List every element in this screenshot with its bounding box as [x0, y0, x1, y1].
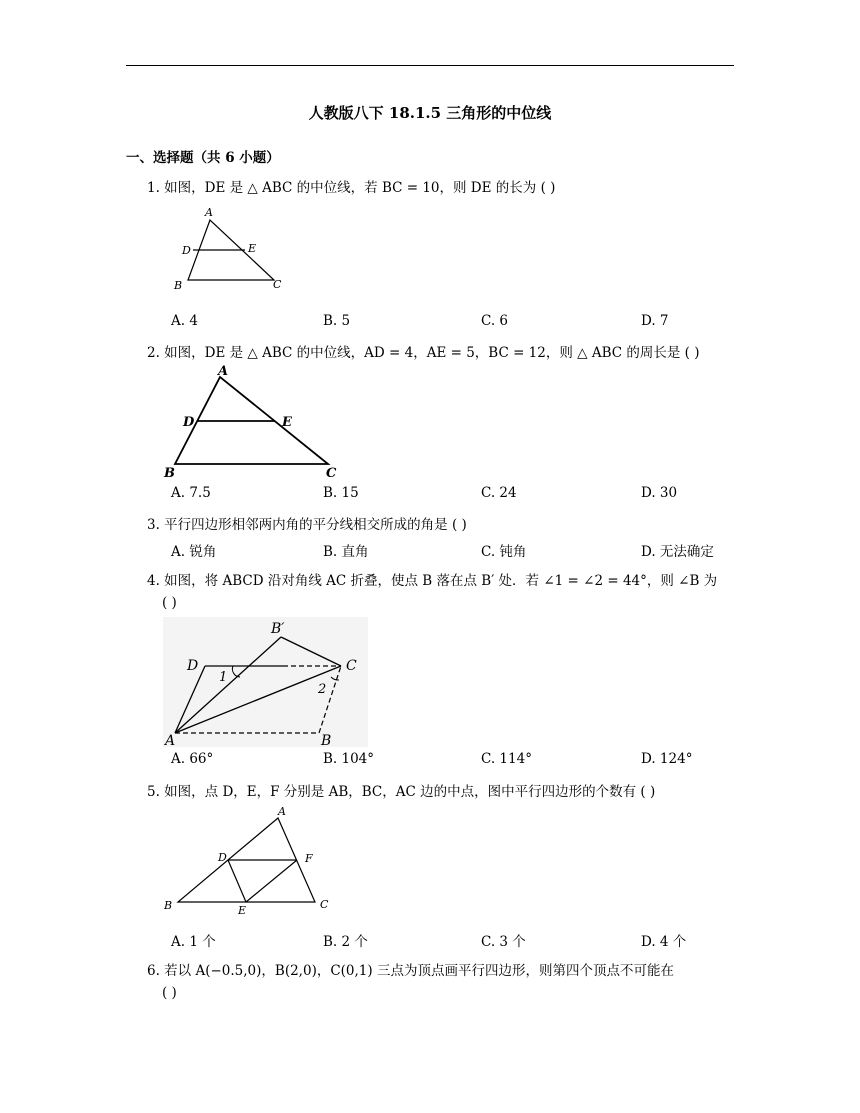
q2-label-e: E	[282, 415, 292, 430]
q4-option-a[interactable]: A. 66°	[171, 751, 214, 767]
q4-label-a: A	[165, 733, 176, 747]
q4-option-d[interactable]: D. 124°	[641, 751, 693, 767]
q5-label-a: A	[278, 805, 286, 818]
question-1-figure	[168, 204, 293, 294]
q4-label-bprime: B′	[271, 621, 285, 637]
q5-option-c[interactable]: C. 3 个	[481, 934, 526, 950]
question-4-figure	[163, 617, 368, 747]
q1-option-a[interactable]: A. 4	[171, 313, 198, 329]
question-3-text: 3. 平行四边形相邻两内角的平分线相交所成的角是 ( )	[147, 517, 467, 533]
q3-option-a[interactable]: A. 锐角	[171, 544, 217, 560]
q5-label-e: E	[238, 904, 247, 917]
question-2-figure	[160, 362, 345, 484]
q1-option-b[interactable]: B. 5	[323, 313, 351, 329]
q2-label-a: A	[218, 364, 229, 379]
question-5-figure	[160, 805, 340, 920]
q2-option-d[interactable]: D. 30	[641, 485, 678, 501]
header-rule	[126, 65, 734, 66]
question-6-text-line1: 6. 若以 A(−0.5,0)，B(2,0)，C(0,1) 三点为顶点画平行四边形，则第四个顶点不可能在	[147, 963, 674, 979]
q5-option-b[interactable]: B. 2 个	[323, 934, 368, 950]
q4-label-d: D	[187, 658, 199, 674]
q3-option-b[interactable]: B. 直角	[323, 544, 369, 560]
question-1-text: 1. 如图，DE 是 △ ABC 的中位线，若 BC = 10，则 DE 的长为 ( )	[147, 180, 556, 196]
page-title: 人教版八下 18.1.5 三角形的中位线	[308, 104, 552, 122]
q4-label-angle1: 1	[219, 670, 228, 685]
q4-option-b[interactable]: B. 104°	[323, 751, 375, 767]
q1-option-c[interactable]: C. 6	[481, 313, 509, 329]
question-6-text-line2: ( )	[162, 985, 177, 1001]
q1-label-a: A	[205, 206, 213, 219]
q2-option-b[interactable]: B. 15	[323, 485, 359, 501]
question-4-text-line1: 4. 如图，将 ABCD 沿对角线 AC 折叠，使点 B 落在点 B′ 处．若 ∠1 = ∠2 = 44°，则 ∠B 为	[147, 573, 718, 589]
q5-option-d[interactable]: D. 4 个	[641, 934, 687, 950]
q2-option-c[interactable]: C. 24	[481, 485, 517, 501]
q5-label-f: F	[305, 852, 313, 865]
q3-option-c[interactable]: C. 钝角	[481, 544, 527, 560]
q1-option-d[interactable]: D. 7	[641, 313, 669, 329]
q4-label-angle2: 2	[318, 682, 327, 697]
q4-label-b: B	[321, 733, 332, 747]
q5-label-d: D	[218, 851, 227, 864]
q1-label-e: E	[248, 242, 257, 255]
q4-label-c: C	[346, 658, 357, 674]
q1-label-d: D	[182, 244, 191, 257]
q2-option-a[interactable]: A. 7.5	[171, 485, 211, 501]
section-heading: 一、选择题（共 6 小题）	[126, 150, 280, 166]
q1-label-c: C	[273, 278, 282, 291]
q2-label-b: B	[164, 466, 175, 481]
question-2-text: 2. 如图，DE 是 △ ABC 的中位线，AD = 4，AE = 5，BC = 12，则 △ ABC 的周长是 ( )	[147, 345, 700, 361]
q1-label-b: B	[174, 279, 183, 292]
q2-label-d: D	[183, 415, 195, 430]
q2-label-c: C	[326, 466, 337, 481]
q3-option-d[interactable]: D. 无法确定	[641, 544, 714, 560]
q5-label-c: C	[320, 898, 329, 911]
q4-option-c[interactable]: C. 114°	[481, 751, 532, 767]
question-4-text-line2: ( )	[162, 595, 177, 611]
q5-label-b: B	[164, 899, 173, 912]
question-5-text: 5. 如图，点 D，E，F 分别是 AB，BC，AC 边的中点，图中平行四边形的个数有 ( )	[147, 784, 656, 800]
q5-option-a[interactable]: A. 1 个	[171, 934, 216, 950]
